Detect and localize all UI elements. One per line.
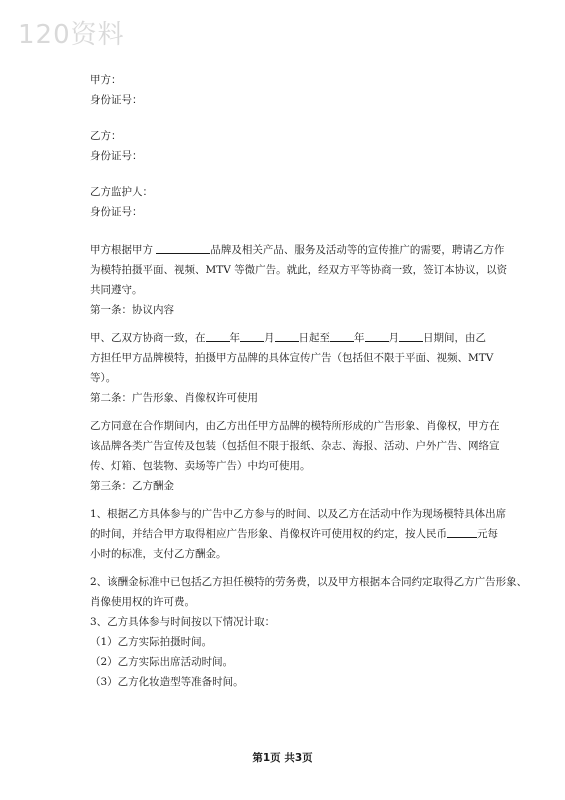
party-a-label: 甲方： (90, 74, 122, 86)
a3-item-1: （1）乙方实际拍摄时间。 (90, 636, 213, 648)
intro-text-2: 为模特拍摄平面、视频、MTV 等微广告。就此，经双方平等协商一致，签订本协议，以资 (90, 264, 508, 276)
end-day-blank (399, 329, 423, 342)
a1-text-3: 等）。 (90, 372, 117, 384)
intro-text-1b: 品牌及相关产品、服务及活动等的宣传推广的需要，聘请乙方作 (210, 244, 505, 256)
a3-p1-text-1: 1、根据乙方具体参与的广告中乙方参与的时间、以及乙方在活动中作为现场模特具体出席 (90, 508, 507, 520)
page-number: 第1页 共3页 (252, 752, 313, 764)
watermark-logo: 120资料 (18, 20, 125, 50)
a1-text-d: 日起至 (298, 332, 330, 344)
article-3-para-1 (90, 504, 507, 564)
a2-text-3: 传、灯箱、包装物、卖场等广告）中均可使用。 (90, 460, 311, 472)
article-2-body (90, 416, 500, 476)
rate-blank (447, 525, 477, 538)
a1-text-b: 年 (229, 332, 240, 344)
party-b-label: 乙方： (90, 130, 122, 142)
a2-text-2: 该品牌各类广告宣传及包装（包括但不限于报纸、杂志、海报、活动、户外广告、网络宣 (90, 440, 500, 452)
intro-paragraph (90, 240, 508, 300)
start-month-blank (240, 329, 264, 342)
a2-text-1: 乙方同意在合作期间内，由乙方出任甲方品牌的模特所形成的广告形象、肖像权，甲方在 (90, 420, 500, 432)
a1-text-f: 月 (388, 332, 399, 344)
guardian-id-label: 身份证号： (90, 206, 143, 218)
a3-p2-text-1: 2、该酬金标准中已包括乙方担任模特的劳务费，以及甲方根据本合同约定取得乙方广告形象、 (90, 576, 528, 588)
a3-p1-text-2a: 的时间，并结合甲方取得相应广告形象、肖像权许可使用权的约定，按人民币 (90, 528, 447, 540)
a1-text-c: 月 (264, 332, 275, 344)
end-year-blank (330, 329, 354, 342)
a1-text-2: 方担任甲方品牌模特，拍摄甲方品牌的具体宣传广告（包括但不限于平面、视频、MTV (90, 352, 494, 364)
a3-item-3: （3）乙方化妆造型等准备时间。 (90, 676, 244, 688)
guardian-label: 乙方监护人： (90, 186, 153, 198)
article-1-body (90, 328, 494, 388)
article-3-title: 第三条：乙方酬金 (90, 480, 174, 492)
a3-p1-text-2b: 元每 (477, 528, 498, 540)
a3-p2-text-2: 肖像使用权的许可费。 (90, 596, 195, 608)
a3-p1-text-3: 小时的标准，支付乙方酬金。 (90, 548, 227, 560)
a1-text-g: 日期间，由乙 (423, 332, 486, 344)
intro-text-3: 共同遵守。 (90, 284, 143, 296)
a1-text-a: 甲、乙双方协商一致，在 (90, 332, 206, 344)
a3-p3-text: 3、乙方具体参与时间按以下情况计取： (90, 616, 276, 628)
party-b-id-label: 身份证号： (90, 150, 143, 162)
intro-text-1a: 甲方根据甲方 (90, 244, 153, 256)
end-month-blank (365, 329, 389, 342)
start-day-blank (275, 329, 299, 342)
party-a-id-label: 身份证号： (90, 94, 143, 106)
document-body (90, 70, 528, 692)
article-2-title: 第二条：广告形象、肖像权许可使用 (90, 392, 258, 404)
start-year-blank (206, 329, 230, 342)
a1-text-e: 年 (354, 332, 365, 344)
article-1-title: 第一条：协议内容 (90, 304, 174, 316)
article-3-para-2 (90, 572, 528, 612)
a3-item-2: （2）乙方实际出席活动时间。 (90, 656, 234, 668)
brand-blank (156, 241, 210, 254)
